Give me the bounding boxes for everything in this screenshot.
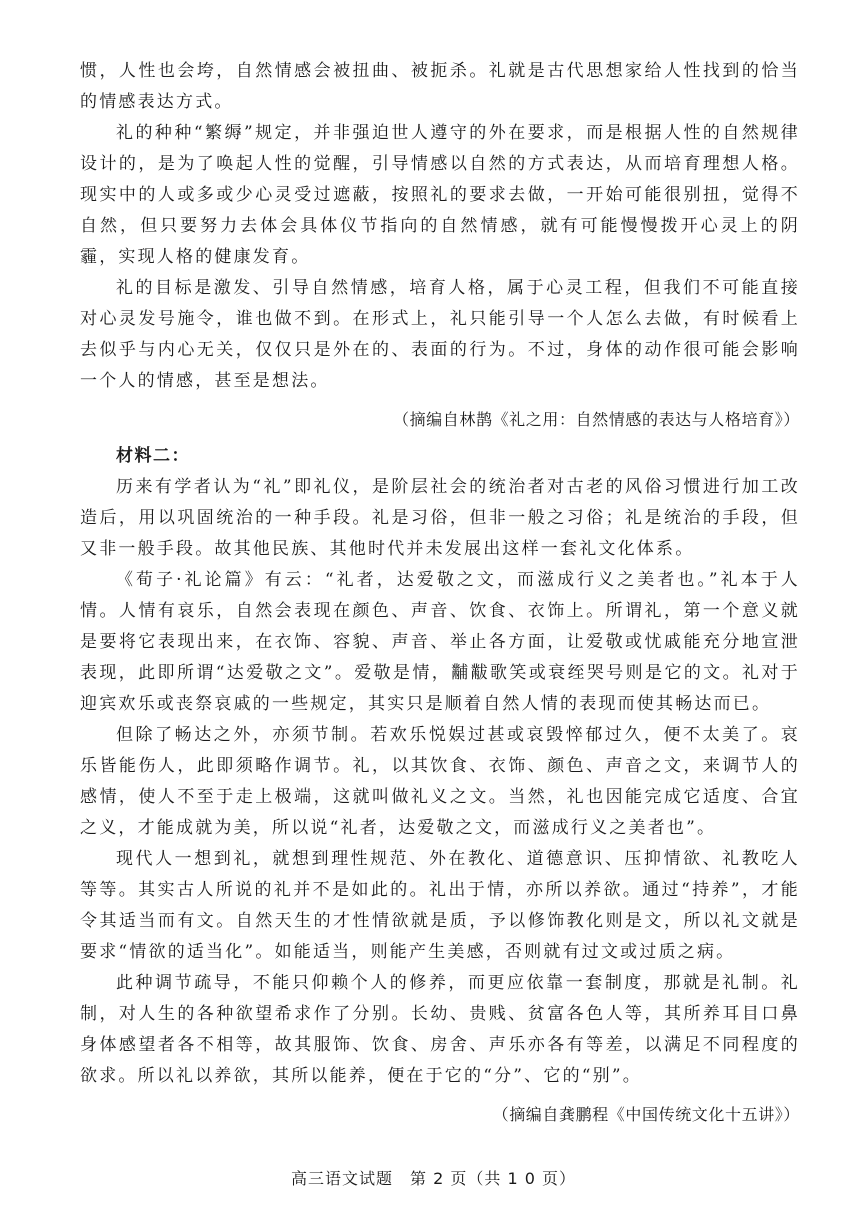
section-heading: 材料二： (116, 446, 190, 466)
paragraph: 现代人一想到礼，就想到理性规范、外在教化、道德意识、压抑情欲、礼教吃人等等。其实古人所说的礼并不是如此的。礼出于情，亦所以养欲。通过“持养”，才能令其适当而有文。自然天生的才性情欲就是质，予以修饰教化则是文，所以礼文就是要求“情欲的适当化”。如能适当，则能产生美感，否则就有过文或过质之病。 (80, 849, 800, 962)
source-citation: （摘编自龚鹏程《中国传统文化十五讲》） (492, 1105, 800, 1124)
paragraph: 礼的种种“繁缛”规定，并非强迫世人遵守的外在要求，而是根据人性的自然规律设计的，是为了唤起人性的觉醒，引导情感以自然的方式表达，从而培育理想人格。现实中的人或多或少心灵受过遮蔽，按照礼的要求去做，一开始可能很别扭，觉得不自然，但只要努力去体会具体仪节指向的自然情感，就有可能慢慢拨开心灵上的阴霾，实现人格的健康发育。 (80, 123, 800, 267)
source-citation: （摘编自林鹊《礼之用：自然情感的表达与人格培育》） (392, 410, 800, 429)
paragraph: 历来有学者认为“礼”即礼仪，是阶层社会的统治者对古老的风俗习惯进行加工改造后，用以巩固统治的一种手段。礼是习俗，但非一般之习俗；礼是统治的手段，但又非一般手段。故其他民族、其他时代并未发展出这样一套礼文化体系。 (80, 477, 800, 559)
paragraph: 但除了畅达之外，亦须节制。若欢乐悦娱过甚或哀毁悴郁过久，便不太美了。哀乐皆能伤人，此即须略作调节。礼，以其饮食、衣饰、颜色、声音之文，来调节人的感情，使人不至于走上极端，这就叫做礼义之文。当然，礼也因能完成它适度、合宜之义，才能成就为美，所以说“礼者，达爱敬之文，而滋成行义之美者也”。 (80, 725, 800, 838)
paragraph: 《荀子·礼论篇》有云：“礼者，达爱敬之文，而滋成行义之美者也。”礼本于人情。人情有哀乐，自然会表现在颜色、声音、饮食、衣饰上。所谓礼，第一个意义就是要将它表现出来，在衣饰、容貌、声音、举止各方面，让爱敬或忧戚能充分地宣泄表现，此即所谓“达爱敬之文”。爱敬是情，黼黻歌笑或衰绖哭号则是它的文。礼对于迎宾欢乐或丧祭哀戚的一些规定，其实只是顺着自然人情的表现而使其畅达而已。 (80, 570, 800, 714)
paragraph: 惯，人性也会垮，自然情感会被扭曲、被扼杀。礼就是古代思想家给人性找到的恰当的情感表达方式。 (80, 61, 800, 112)
page-footer: 高三语文试题 第 2 页（共 1 0 页） (291, 1169, 576, 1188)
paragraph: 此种调节疏导，不能只仰赖个人的修养，而更应依靠一套制度，那就是礼制。礼制，对人生的各种欲望希求作了分别。长幼、贵贱、贫富各色人等，其所养耳目口鼻身体感望者各不相等，故其服饰、饮食、房舍、声乐亦各有等差，以满足不同程度的欲求。所以礼以养欲，其所以能养，便在于它的“分”、它的“别”。 (80, 973, 800, 1086)
paragraph: 礼的目标是激发、引导自然情感，培育人格，属于心灵工程，但我们不可能直接对心灵发号施令，谁也做不到。在形式上，礼只能引导一个人怎么去做，有时候看上去似乎与内心无关，仅仅只是外在的、表面的行为。不过，身体的动作很可能会影响一个人的情感，甚至是想法。 (80, 278, 800, 391)
document-page (80, 56, 800, 1136)
